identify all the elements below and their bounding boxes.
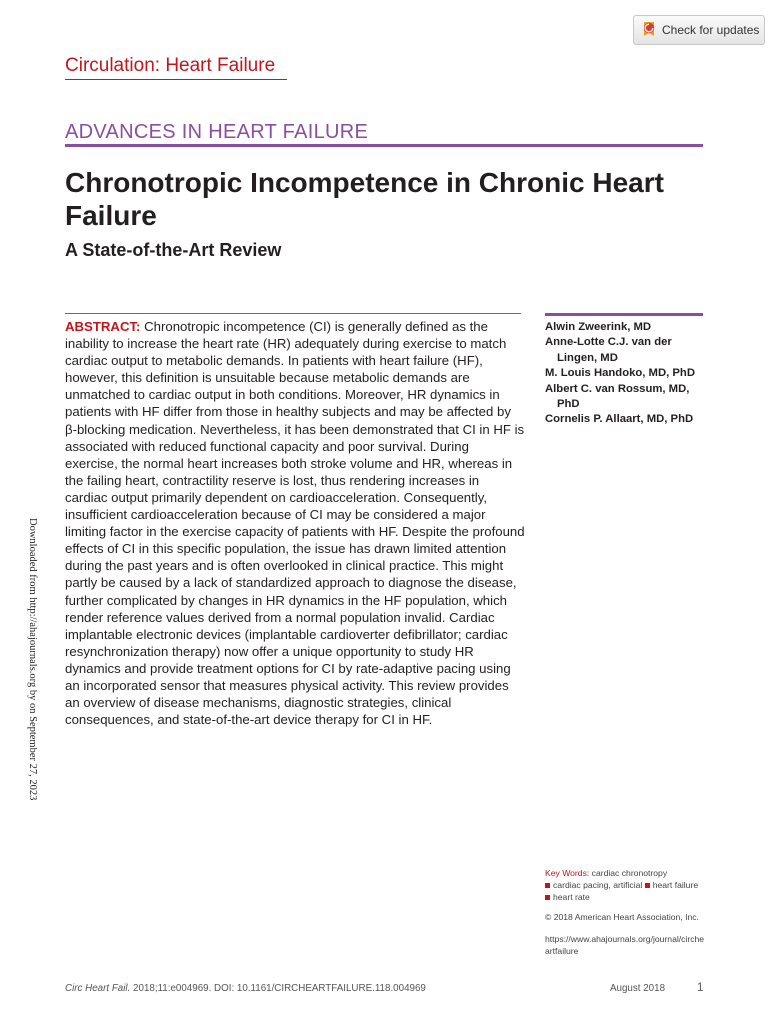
page-number: 1 xyxy=(697,982,704,994)
download-note: Downloaded from http://ahajournals.org by on September 27, 2023 xyxy=(27,518,38,801)
abstract-body: Chronotropic incompetence (CI) is generally defined as the inability to increase the heart rate (HR) adequately during exercise to match cardiac output to metabolic demands. In patients with heart failure (HF), however, this definition is unsuitable because metabolic demands are unmatched to cardiac output in both conditions. Moreover, HR dynamics in patients with HF differ from those in healthy subjects and may be affected by β-blocking medication. Nevertheless, it has been demonstrated that CI in HF is associated with reduced functional capacity and poor survival. During exercise, the normal heart increases both stroke volume and HR, whereas in the failing heart, contractility reserve is lost, thus rendering increases in cardiac output primarily dependent on cardioacceleration. Consequently, insufficient cardioacceleration because of CI may be considered a major limiting factor in the exercise capacity of patients with HF. Despite the profound effects of CI in this specific population, the issue has drawn limited attention during the past years and is often overlooked in clinical practice. This might partly be caused by a lack of standardized approach to diagnose the disease, further complicated by changes in HR dynamics in the HF population, which render reference values derived from a normal population invalid. Cardiac implantable electronic devices (implantable cardioverter defibrillator; cardiac resynchronization therapy) now offer a unique opportunity to study HR dynamics and provide treatment options for CI by rate-adaptive pacing using an incorporated sensor that measures physical activity. This review provides an overview of disease mechanisms, diagnostic strategies, clinical consequences, and state-of-the-art device therapy for CI in HF. xyxy=(65,319,525,728)
journal-url[interactable]: https://www.ahajournals.org/journal/circheartfailure xyxy=(545,934,705,956)
journal-url-link[interactable] xyxy=(545,934,705,957)
citation-journal: Circ Heart Fail. xyxy=(65,983,131,994)
bullet-square-icon xyxy=(645,883,650,888)
keyword: cardiac chronotropy xyxy=(591,868,668,878)
author-name: Albert C. van Rossum, MD, PhD xyxy=(545,382,690,411)
abstract-heading: ABSTRACT: xyxy=(65,319,141,334)
author-name: Alwin Zweerink, MD xyxy=(545,321,652,333)
check-for-updates-button[interactable] xyxy=(633,15,765,45)
author-list xyxy=(545,320,705,428)
authors-divider xyxy=(545,313,703,316)
abstract-divider xyxy=(65,313,521,314)
journal-name[interactable]: Circulation: Heart Failure xyxy=(65,55,276,76)
keywords xyxy=(545,867,705,904)
abstract xyxy=(65,318,525,728)
check-for-updates-label: Check for updates xyxy=(662,23,760,37)
keyword: cardiac pacing, artificial xyxy=(553,880,643,891)
keyword: heart failure xyxy=(652,880,699,891)
author-name: Anne-Lotte C.J. van der Lingen, MD xyxy=(545,336,672,364)
journal-underline xyxy=(65,79,287,80)
bullet-square-icon xyxy=(545,895,550,900)
keywords-heading: Key Words: xyxy=(545,868,590,878)
author-name: M. Louis Handoko, MD, PhD xyxy=(545,367,695,380)
author-name: Cornelis P. Allaart, MD, PhD xyxy=(545,413,694,426)
bullet-square-icon xyxy=(545,883,550,888)
copyright: © 2018 American Heart Association, Inc. xyxy=(545,912,699,922)
article-subtitle: A State-of-the-Art Review xyxy=(65,240,282,260)
footer-citation xyxy=(65,983,426,994)
section-heading: ADVANCES IN HEART FAILURE xyxy=(65,121,369,143)
section-divider xyxy=(65,144,703,147)
keyword: heart rate xyxy=(553,892,590,903)
article-title: Chronotropic Incompetence in Chronic Heart Failure xyxy=(65,167,664,231)
check-for-updates-icon xyxy=(641,21,657,39)
footer-date: August 2018 xyxy=(610,983,666,994)
citation-details: 2018;11:e004969. DOI: 10.1161/CIRCHEARTFAILURE.118.004969 xyxy=(130,983,426,994)
